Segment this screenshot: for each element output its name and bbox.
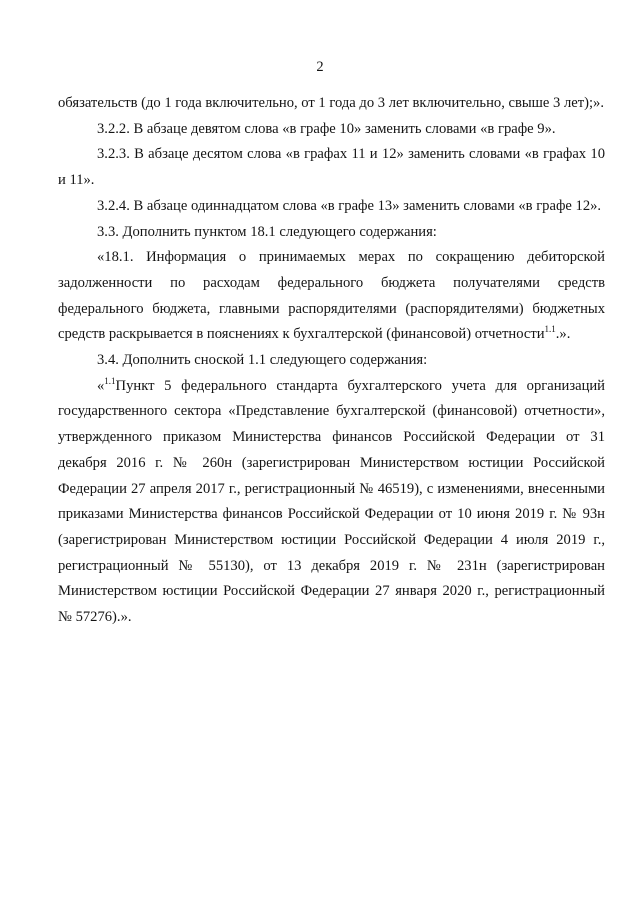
paragraph-obligations-continuation <box>58 91 605 117</box>
paragraph-3-2-4 <box>58 194 605 220</box>
paragraph-text: 3.2.2. В абзаце девятом слова «в графе 10» заменить словами «в графе 9». <box>97 120 556 137</box>
paragraph-3-3 <box>58 220 605 246</box>
document-body <box>58 91 605 631</box>
paragraph-3-2-3 <box>58 142 605 193</box>
paragraph-3-2-2 <box>58 117 605 143</box>
paragraph-text: 3.2.3. В абзаце десятом слова «в графах 11 и 12» заменить словами «в графах 10 и 11». <box>58 146 605 189</box>
paragraph-text: 3.2.4. В абзаце одиннадцатом слова «в графе 13» заменить словами «в графе 12». <box>97 197 602 214</box>
paragraph-18-1-quote <box>58 245 605 348</box>
page-number: 2 <box>316 59 324 75</box>
paragraph-text: Пункт 5 федерального стандарта бухгалтерского учета для организаций государственного сектора «Представление бухгалтерской (финансовой) отчетности», утвержденного приказом Министерства финансов Российской Федерации от 31 декабря 2016 г. № 260н (зарегистрирован Министерством юстиции Российской Федерации 27 апреля 2017 г., регистрационный № 46519), с изменениями, внесенными приказами Министерства финансов Российской Федерации от 10 июня 2019 г. № 93н (зарегистрирован Министерством юстиции Российской Федерации 4 июля 2019 г., регистрационный № 55130), от 13 декабря 2019 г. № 231н (зарегистрирован Министерством юстиции Российской Федерации 27 января 2020 г., регистрационный № 57276).». <box>58 377 605 626</box>
paragraph-text: 3.3. Дополнить пунктом 18.1 следующего содержания: <box>97 223 437 240</box>
footnote-marker: 1.1 <box>544 324 556 335</box>
footnote-marker: 1.1 <box>104 375 116 386</box>
paragraph-text: 3.4. Дополнить сноской 1.1 следующего содержания: <box>97 352 428 369</box>
paragraph-3-4 <box>58 348 605 374</box>
paragraph-tail: .». <box>555 326 571 343</box>
paragraph-text: «18.1. Информация о принимаемых мерах по сокращению дебиторской задолженности по расходам федерального бюджета получателями средств федерального бюджета, главными распорядителями (распорядителями) бюджетных средств раскрывается в пояснениях к бухгалтерской (финансовой) отчетности <box>58 249 605 343</box>
paragraph-lead: « <box>97 377 105 394</box>
paragraph-text: обязательств (до 1 года включительно, от 1 года до 3 лет включительно, свыше 3 лет);». <box>58 95 604 111</box>
paragraph-footnote-1-1 <box>58 374 605 631</box>
